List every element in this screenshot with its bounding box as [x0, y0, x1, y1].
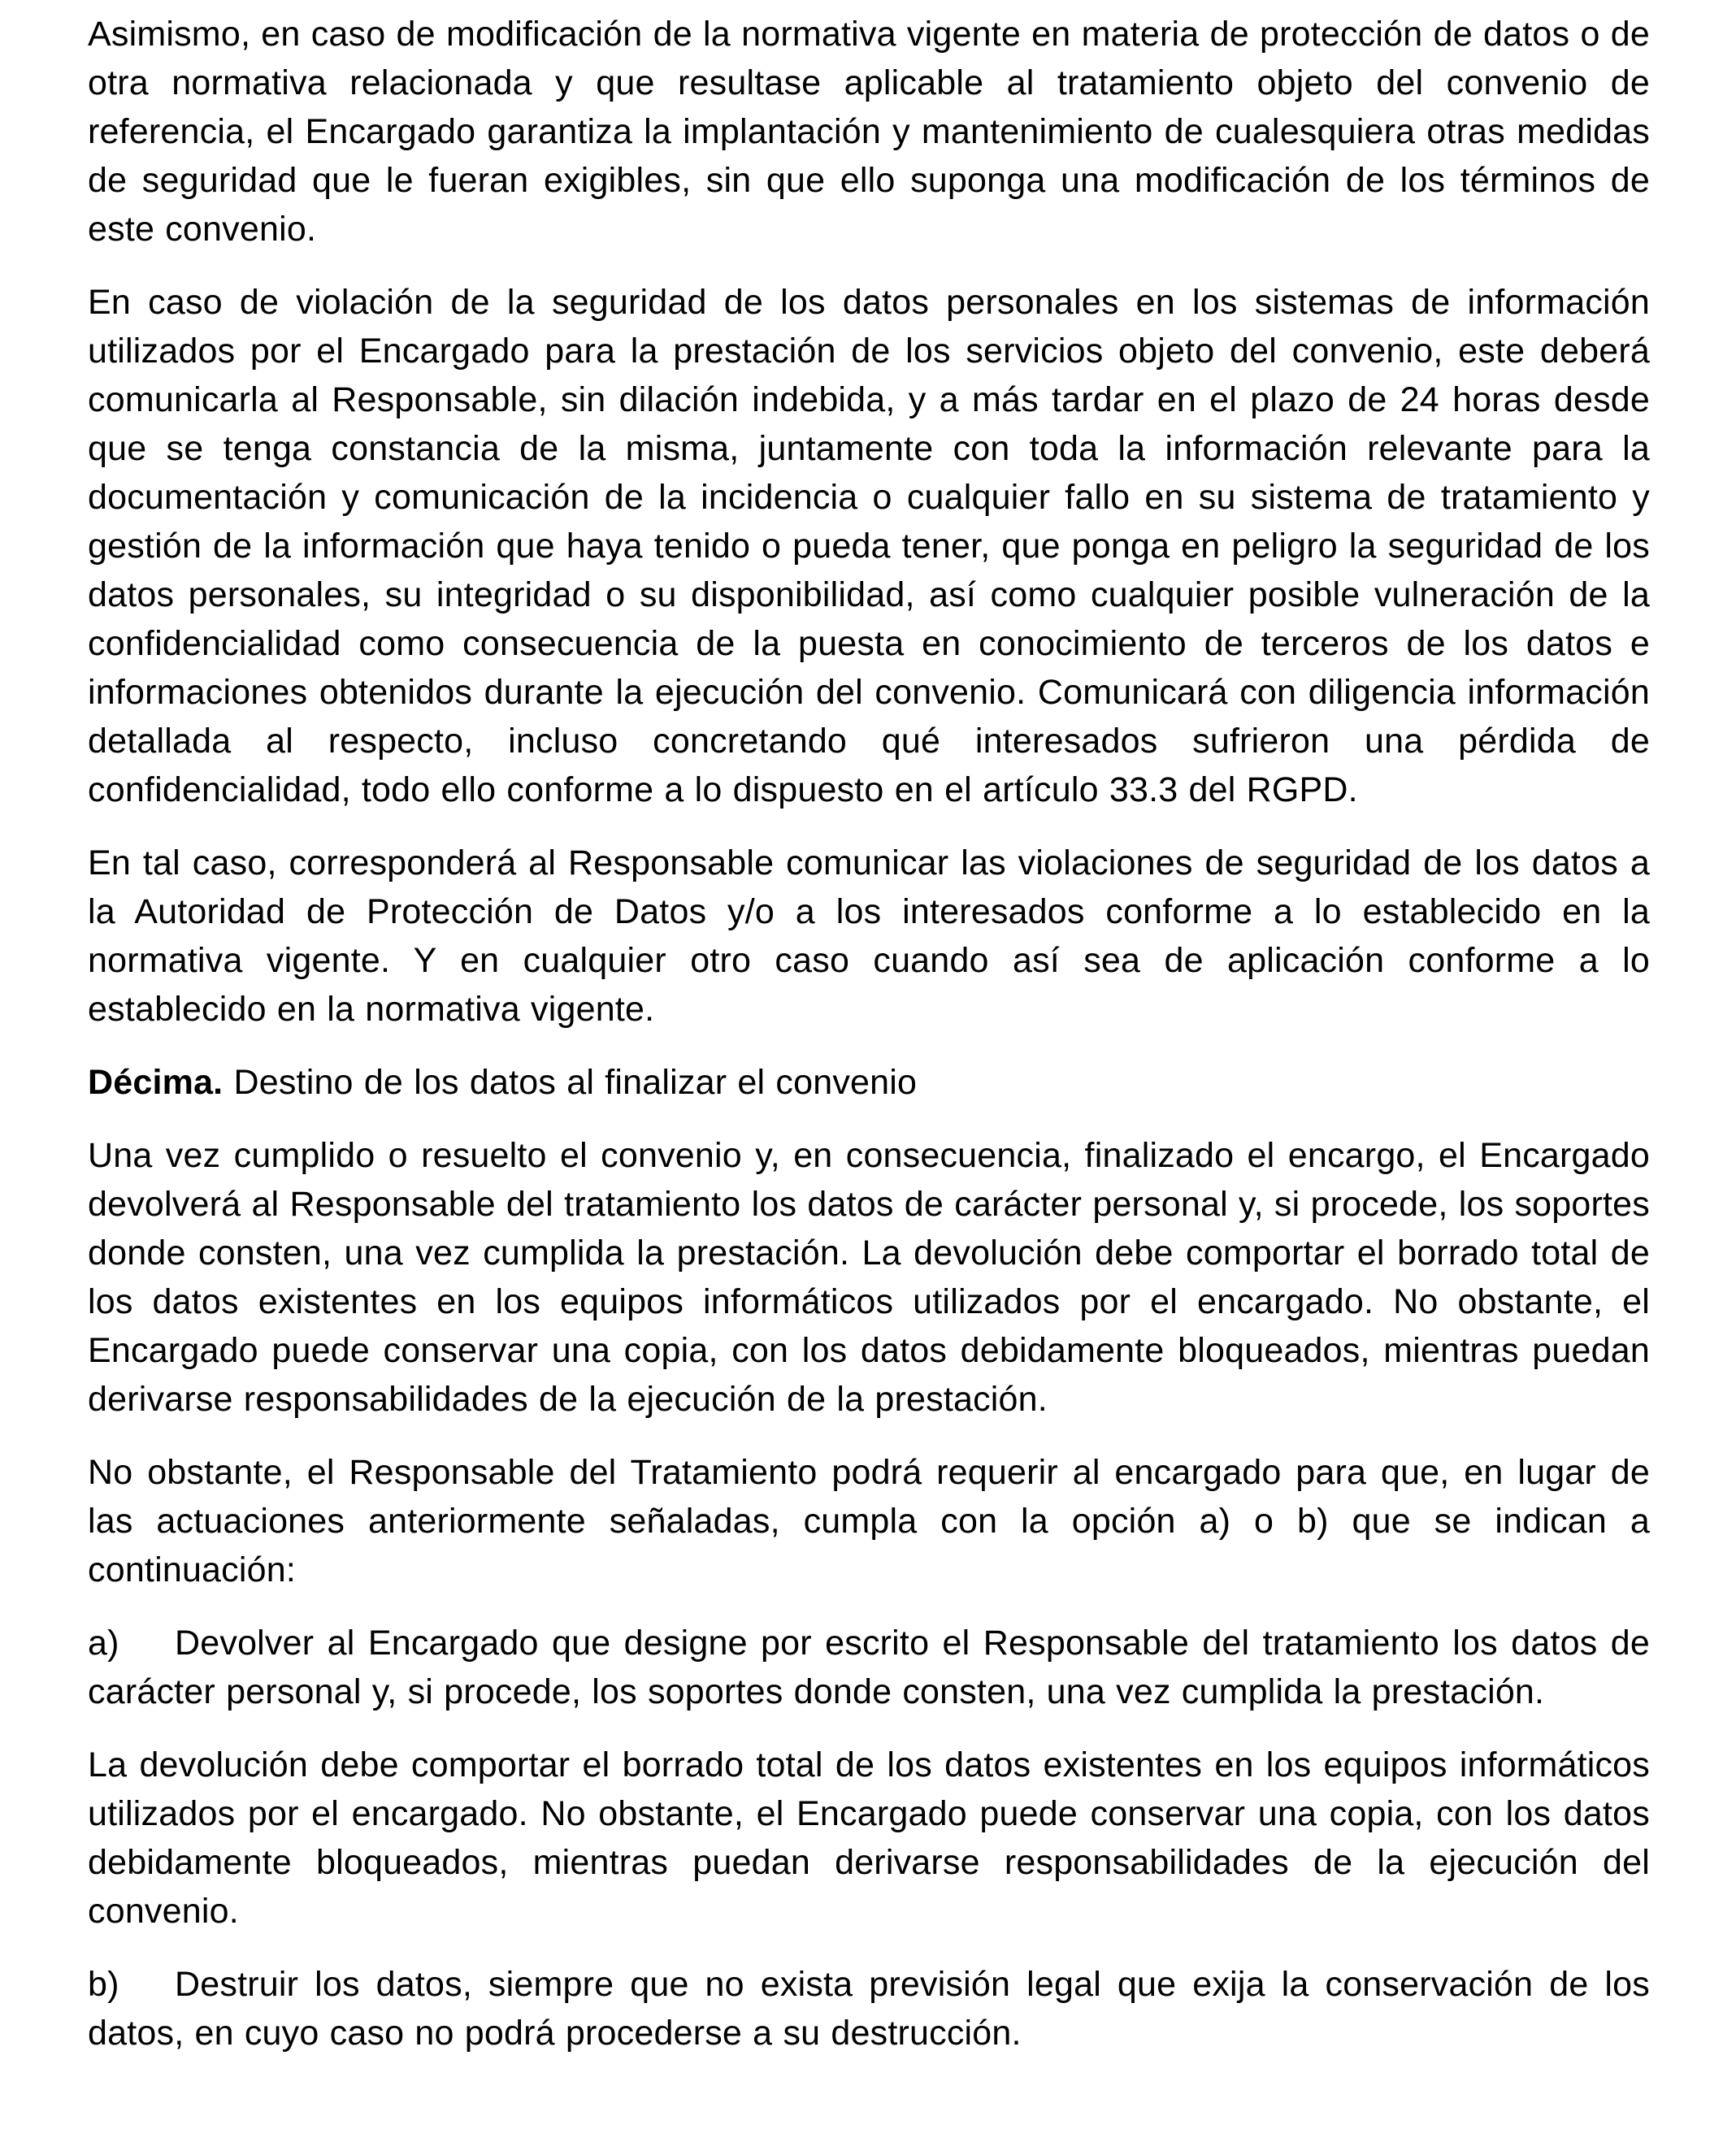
paragraph-opciones-intro: No obstante, el Responsable del Tratamiento podrá requerir al encargado para que, en lugar de las actuaciones anteriormente señaladas, cumpla con la opción a) o b) que se indican a continuación:: [88, 1453, 1650, 1589]
paragraph-violacion-seguridad: En caso de violación de la seguridad de los datos personales en los sistemas de información utilizados por el Encargado para la prestación de los servicios objeto del convenio, este deberá comunicarla al Responsable, sin dilación indebida, y a más tardar en el plazo de 24 horas desde que se tenga constancia de la misma, juntamente con toda la información relevante para la documentación y comunicación de la incidencia o cualquier fallo en su sistema de tratamiento y gestión de la información que haya tenido o pueda tener, que ponga en peligro la seguridad de los datos personales, su integridad o su disponibilidad, así como cualquier posible vulneración de la confidencialidad como consecuencia de la puesta en conocimiento de terceros de los datos e informaciones obtenidos durante la ejecución del convenio. Comunicará con diligencia información detallada al respecto, incluso concretando qué interesados sufrieron una pérdida de confidencialidad, todo ello conforme a lo dispuesto en el artículo 33.3 del RGPD.: [88, 283, 1650, 809]
list-item-a-text: Devolver al Encargado que designe por escrito el Responsable del tratamiento los datos de carácter personal y, si procede, los soportes donde consten, una vez cumplida la prestación.: [88, 1624, 1650, 1711]
section-heading-text: Destino de los datos al finalizar el convenio: [223, 1063, 918, 1102]
section-heading-lead: Décima.: [88, 1063, 224, 1102]
list-marker-a: a): [88, 1624, 119, 1663]
list-marker-b: b): [88, 1965, 119, 2004]
paragraph-responsable-comunicar: En tal caso, corresponderá al Responsable comunicar las violaciones de seguridad de los datos a la Autoridad de Protección de Datos y/o a los interesados conforme a lo establecido en la normativa vigente. Y en cualquier otro caso cuando así sea de aplicación conforme a lo establecido en la normativa vigente.: [88, 843, 1650, 1029]
list-item-b: [88, 1960, 1650, 2057]
list-item-a: [88, 1619, 1650, 1716]
paragraph-destino-datos: Una vez cumplido o resuelto el convenio y, en consecuencia, finalizado el encargo, el Encargado devolverá al Responsable del tratamiento los datos de carácter personal y, si procede, los soportes donde consten, una vez cumplida la prestación. La devolución debe comportar el borrado total de los datos existentes en los equipos informáticos utilizados por el encargado. No obstante, el Encargado puede conservar una copia, con los datos debidamente bloqueados, mientras puedan derivarse responsabilidades de la ejecución de la prestación.: [88, 1136, 1650, 1419]
paragraph-devolucion-borrado: La devolución debe comportar el borrado total de los datos existentes en los equipos informáticos utilizados por el encargado. No obstante, el Encargado puede conservar una copia, con los datos debidamente bloqueados, mientras puedan derivarse responsabilidades de la ejecución del convenio.: [88, 1745, 1650, 1931]
paragraph-modificacion-normativa: Asimismo, en caso de modificación de la normativa vigente en materia de protección de datos o de otra normativa relacionada y que resultase aplicable al tratamiento objeto del convenio de referencia, el Encargado garantiza la implantación y mantenimiento de cualesquiera otras medidas de seguridad que le fueran exigibles, sin que ello suponga una modificación de los términos de este convenio.: [88, 15, 1650, 249]
section-heading-decima: [88, 1058, 1650, 1107]
list-item-b-text: Destruir los datos, siempre que no exista previsión legal que exija la conservación de los datos, en cuyo caso no podrá procederse a su destrucción.: [88, 1965, 1650, 2053]
